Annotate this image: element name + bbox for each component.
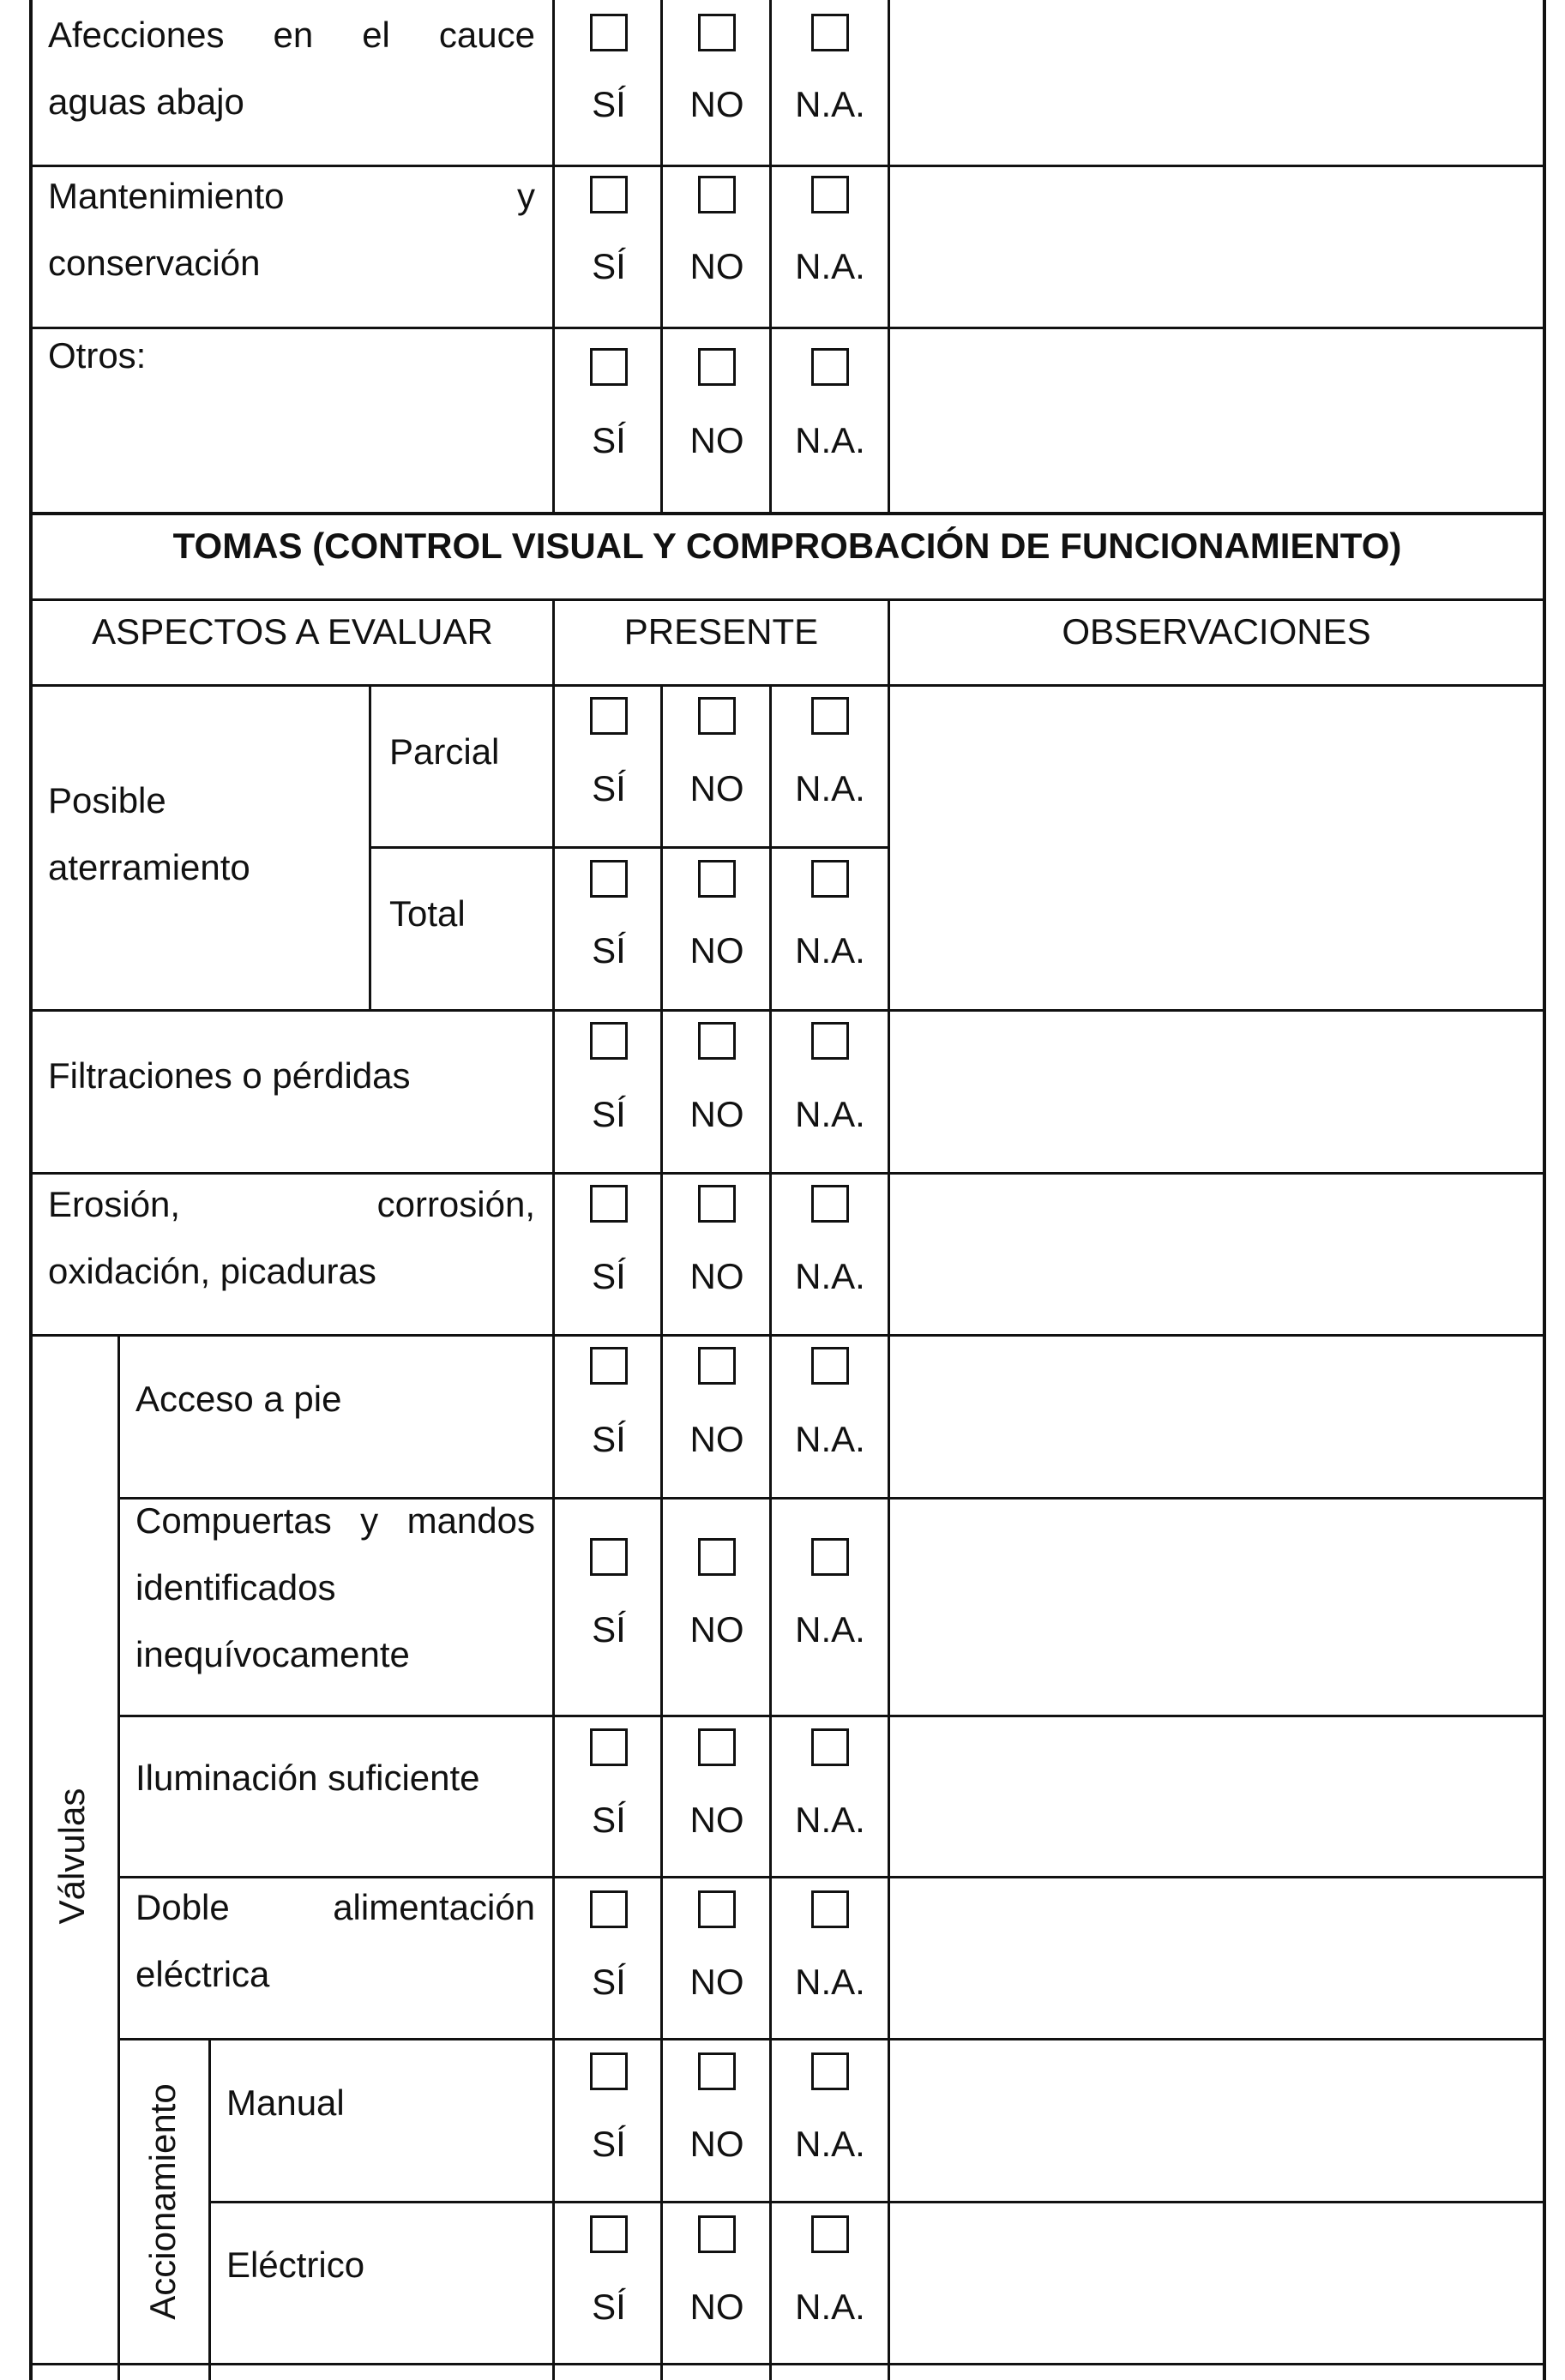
option-label-si: SÍ: [592, 1800, 626, 1840]
checkbox-erosion-na[interactable]: [811, 1185, 849, 1223]
option-label-si: SÍ: [592, 1962, 626, 2002]
col-line: [888, 0, 890, 513]
checkbox-doble-no[interactable]: [698, 1890, 736, 1928]
option-label-na: N.A.: [795, 1800, 865, 1840]
table-border-right: [1543, 0, 1546, 2380]
option-label-no: NO: [689, 1419, 744, 1459]
header-observaciones: OBSERVACIONES: [1062, 611, 1371, 652]
label-iluminacion: Iluminación suficiente: [135, 1758, 480, 1798]
row-line: [29, 512, 1546, 515]
option-label-na: N.A.: [795, 246, 865, 286]
checkbox-acceso-si[interactable]: [590, 1347, 628, 1385]
checkbox-erosion-si[interactable]: [590, 1185, 628, 1223]
checkbox-parcial-no[interactable]: [698, 697, 736, 735]
option-label-si: SÍ: [592, 2287, 626, 2327]
option-label-no: NO: [689, 420, 744, 460]
col-line: [552, 0, 555, 513]
label-afecciones-line1: Afecciones en el cauce: [48, 15, 535, 55]
col-line: [552, 685, 555, 2380]
option-label-si: SÍ: [592, 84, 626, 124]
option-label-no: NO: [689, 2124, 744, 2164]
checkbox-mantenimiento-na[interactable]: [811, 176, 849, 213]
option-label-na: N.A.: [795, 768, 865, 808]
option-label-no: NO: [689, 2287, 744, 2327]
label-mantenimiento-line1: Mantenimiento y: [48, 176, 535, 216]
option-label-na: N.A.: [795, 2287, 865, 2327]
checkbox-doble-si[interactable]: [590, 1890, 628, 1928]
label-valvulas: Válvulas: [51, 1788, 92, 1925]
checkbox-filtraciones-si[interactable]: [590, 1022, 628, 1060]
option-label-si: SÍ: [592, 1609, 626, 1650]
checkbox-acceso-na[interactable]: [811, 1347, 849, 1385]
option-label-na: N.A.: [795, 1094, 865, 1134]
checkbox-filtraciones-na[interactable]: [811, 1022, 849, 1060]
checkbox-compuertas-no[interactable]: [698, 1538, 736, 1576]
option-label-na: N.A.: [795, 84, 865, 124]
label-compuertas-line1: Compuertas y mandos: [135, 1500, 535, 1541]
option-label-si: SÍ: [592, 1256, 626, 1296]
option-label-no: NO: [689, 768, 744, 808]
checkbox-afecciones-si[interactable]: [590, 14, 628, 51]
option-label-si: SÍ: [592, 1094, 626, 1134]
label-parcial: Parcial: [389, 731, 500, 772]
label-erosion-line2: oxidación, picaduras: [48, 1251, 376, 1291]
checkbox-erosion-no[interactable]: [698, 1185, 736, 1223]
row-line: [117, 1497, 1546, 1500]
checkbox-parcial-si[interactable]: [590, 697, 628, 735]
header-presente: PRESENTE: [623, 611, 819, 652]
label-posible: Posible: [48, 780, 166, 820]
option-label-si: SÍ: [592, 768, 626, 808]
checkbox-doble-na[interactable]: [811, 1890, 849, 1928]
option-label-no: NO: [689, 1609, 744, 1650]
col-line: [769, 0, 772, 513]
option-label-si: SÍ: [592, 2124, 626, 2164]
checkbox-otros-si[interactable]: [590, 348, 628, 386]
col-line: [888, 685, 890, 2380]
option-label-si: SÍ: [592, 246, 626, 286]
row-line: [29, 2363, 1546, 2365]
option-label-no: NO: [689, 930, 744, 971]
checkbox-parcial-na[interactable]: [811, 697, 849, 735]
label-aterramiento: aterramiento: [48, 847, 250, 887]
checkbox-total-no[interactable]: [698, 860, 736, 898]
row-line: [208, 2201, 1546, 2203]
option-label-na: N.A.: [795, 930, 865, 971]
option-label-na: N.A.: [795, 1609, 865, 1650]
option-label-na: N.A.: [795, 1962, 865, 2002]
label-compuertas-line2: identificados: [135, 1567, 336, 1608]
label-filtraciones: Filtraciones o pérdidas: [48, 1055, 411, 1096]
option-label-na: N.A.: [795, 1419, 865, 1459]
checkbox-mantenimiento-si[interactable]: [590, 176, 628, 213]
checkbox-afecciones-no[interactable]: [698, 14, 736, 51]
row-line: [29, 684, 1546, 687]
label-electrico: Eléctrico: [226, 2245, 365, 2285]
checkbox-otros-na[interactable]: [811, 348, 849, 386]
label-doble-line2: eléctrica: [135, 1954, 270, 1994]
option-label-si: SÍ: [592, 930, 626, 971]
option-label-na: N.A.: [795, 2124, 865, 2164]
label-accionamiento: Accionamiento: [142, 2083, 183, 2320]
label-erosion-line1: Erosión, corrosión,: [48, 1184, 535, 1224]
row-line: [29, 165, 1546, 167]
checkbox-electrico-si[interactable]: [590, 2215, 628, 2253]
col-line: [769, 685, 772, 2380]
row-line: [29, 1334, 1546, 1337]
label-total: Total: [389, 893, 466, 934]
checkbox-acceso-no[interactable]: [698, 1347, 736, 1385]
checkbox-manual-si[interactable]: [590, 2052, 628, 2090]
option-label-na: N.A.: [795, 1256, 865, 1296]
label-mantenimiento-line2: conservación: [48, 243, 261, 283]
checkbox-total-na[interactable]: [811, 860, 849, 898]
header-aspectos: ASPECTOS A EVALUAR: [92, 611, 493, 652]
checkbox-total-si[interactable]: [590, 860, 628, 898]
col-line: [117, 1336, 120, 2380]
label-doble-line1: Doble alimentación: [135, 1887, 535, 1927]
row-line: [117, 1715, 1546, 1717]
col-line: [660, 685, 663, 2380]
checkbox-compuertas-si[interactable]: [590, 1538, 628, 1576]
label-otros: Otros:: [48, 335, 147, 376]
checkbox-iluminacion-no[interactable]: [698, 1728, 736, 1766]
checkbox-iluminacion-na[interactable]: [811, 1728, 849, 1766]
option-label-no: NO: [689, 1256, 744, 1296]
section-title: TOMAS (CONTROL VISUAL Y COMPROBACIÓN DE FUNCIONAMIENTO): [172, 526, 1402, 566]
col-line: [208, 2038, 211, 2380]
row-line: [117, 2038, 1546, 2040]
row-line: [369, 846, 890, 849]
checkbox-compuertas-na[interactable]: [811, 1538, 849, 1576]
checkbox-electrico-na[interactable]: [811, 2215, 849, 2253]
option-label-no: NO: [689, 1800, 744, 1840]
row-line: [29, 1172, 1546, 1175]
checkbox-manual-na[interactable]: [811, 2052, 849, 2090]
label-afecciones-line2: aguas abajo: [48, 81, 244, 122]
row-line: [29, 1009, 1546, 1012]
col-line: [660, 0, 663, 513]
row-line: [29, 598, 1546, 601]
checkbox-otros-no[interactable]: [698, 348, 736, 386]
option-label-no: NO: [689, 1094, 744, 1134]
option-label-si: SÍ: [592, 1419, 626, 1459]
checkbox-electrico-no[interactable]: [698, 2215, 736, 2253]
label-acceso: Acceso a pie: [135, 1379, 342, 1419]
option-label-no: NO: [689, 84, 744, 124]
checkbox-mantenimiento-no[interactable]: [698, 176, 736, 213]
checkbox-manual-no[interactable]: [698, 2052, 736, 2090]
row-line: [117, 1876, 1546, 1878]
option-label-si: SÍ: [592, 420, 626, 460]
row-line: [29, 327, 1546, 329]
checkbox-iluminacion-si[interactable]: [590, 1728, 628, 1766]
label-manual: Manual: [226, 2082, 345, 2123]
option-label-no: NO: [689, 1962, 744, 2002]
table-border-left: [29, 0, 33, 2380]
checkbox-afecciones-na[interactable]: [811, 14, 849, 51]
option-label-no: NO: [689, 246, 744, 286]
option-label-na: N.A.: [795, 420, 865, 460]
label-compuertas-line3: inequívocamente: [135, 1634, 410, 1674]
checkbox-filtraciones-no[interactable]: [698, 1022, 736, 1060]
